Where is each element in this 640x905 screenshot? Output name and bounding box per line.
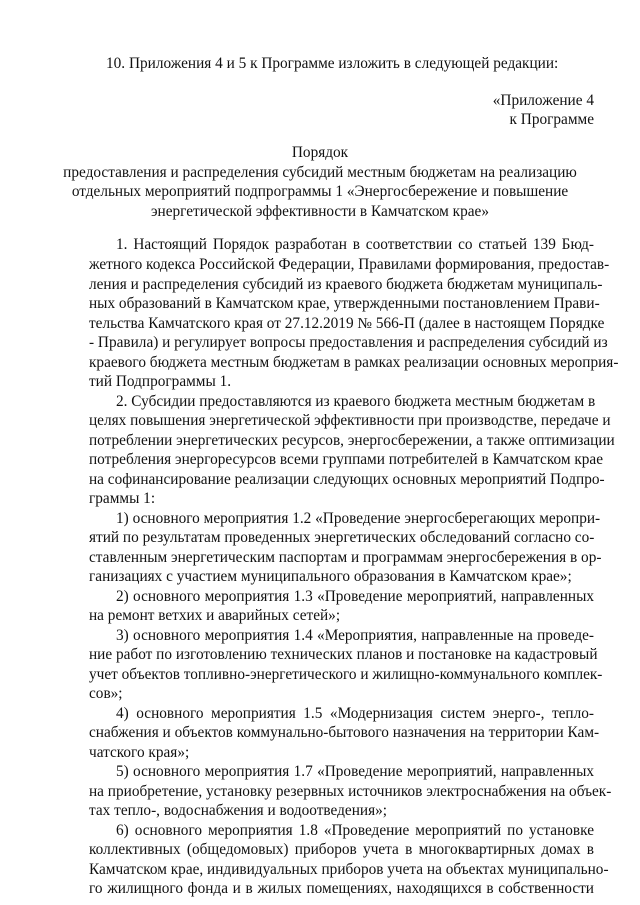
- body-line: 6) основного мероприятия 1.8 «Проведение мероприятий по установке: [116, 822, 594, 839]
- body-line: снабжения и объектов коммунально-бытового назначения на территории Кам-: [89, 724, 600, 741]
- document-subtitle-line: предоставления и распределения субсидий местным бюджетам на реализацию: [63, 164, 577, 181]
- body-line: граммы 1:: [89, 490, 156, 507]
- body-line: ных образований в Камчатском крае, утвержденными постановлением Прави-: [89, 295, 600, 312]
- body-line: 1. Настоящий Порядок разработан в соответствии со статьей 139 Бюд-: [116, 236, 594, 253]
- body-line: 3) основного мероприятия 1.4 «Мероприятия, направленные на проведе-: [116, 627, 594, 644]
- body-line: сов»;: [89, 685, 123, 702]
- body-line: коллективных (общедомовых) приборов учета в многоквартирных домах в: [89, 841, 594, 858]
- body-line: на приобретение, установку резервных источников электроснабжения на объек-: [89, 783, 612, 800]
- body-line: ние работ по изготовлению технических планов и постановке на кадастровый: [89, 646, 598, 663]
- body-line: го жилищного фонда и в жилых помещениях, находящихся в собственности: [89, 880, 594, 897]
- body-line: ставленным энергетическим паспортам и программам энергосбережения в ор-: [89, 549, 602, 566]
- body-line: краевого бюджета местным бюджетам в рамках реализации основных мероприя-: [89, 354, 619, 371]
- body-line: потребления энергоресурсов всеми группами потребителей в Камчатском крае: [89, 451, 603, 468]
- document-subtitle-line: энергетической эффективности в Камчатском крае»: [150, 203, 489, 220]
- body-line: 5) основного мероприятия 1.7 «Проведение мероприятий, направленных: [116, 763, 594, 780]
- body-line: тах тепло-, водоснабжения и водоотведения»;: [89, 802, 388, 819]
- body-line: потреблении энергетических ресурсов, энергосбережении, а также оптимизации: [89, 432, 615, 449]
- body-line: - Правила) и регулирует вопросы предоставления и распределения субсидий из: [89, 334, 608, 351]
- body-line: ганизациях с участием муниципального образования в Камчатском крае»;: [89, 568, 572, 585]
- body-line: Камчатском крае, индивидуальных приборов учета на объектах муниципально-: [89, 861, 609, 878]
- body-line: 2) основного мероприятия 1.3 «Проведение мероприятий, направленных: [116, 588, 594, 605]
- body-line: на софинансирование реализации следующих основных мероприятий Подпро-: [89, 471, 605, 488]
- body-line: тельства Камчатского края от 27.12.2019 № 566-П (далее в настоящем Порядке: [89, 315, 605, 332]
- body-line: тий Подпрограммы 1.: [89, 373, 232, 390]
- body-line: ятий по результатам проведенных энергетических обследований согласно со-: [89, 529, 595, 546]
- body-line: 2. Субсидии предоставляются из краевого бюджета местным бюджетам в: [116, 393, 596, 410]
- body-line: целях повышения энергетической эффективности при производстве, передаче и: [89, 412, 611, 429]
- body-line: на ремонт ветхих и аварийных сетей»;: [89, 607, 341, 624]
- body-line: 1) основного мероприятия 1.2 «Проведение энергосберегающих меропри-: [116, 510, 601, 527]
- appendix-program-label: к Программе: [509, 111, 594, 128]
- body-line: жетного кодекса Российской Федерации, Правилами формирования, предостав-: [89, 256, 610, 273]
- body-line: ления и распределения субсидий из краевого бюджета бюджетам муниципаль-: [89, 276, 603, 293]
- document-title: Порядок: [291, 144, 349, 161]
- document-subtitle-line: отдельных мероприятий подпрограммы 1 «Энергосбережение и повышение: [71, 183, 569, 200]
- body-line: чатского края»;: [89, 744, 190, 761]
- body-line: 4) основного мероприятия 1.5 «Модернизация систем энерго-, тепло-: [116, 705, 594, 722]
- amendment-intro: 10. Приложения 4 и 5 к Программе изложить в следующей редакции:: [106, 55, 559, 72]
- appendix-label: «Приложение 4: [492, 92, 594, 109]
- body-line: учет объектов топливно-энергетического и жилищно-коммунального комплек-: [89, 666, 603, 683]
